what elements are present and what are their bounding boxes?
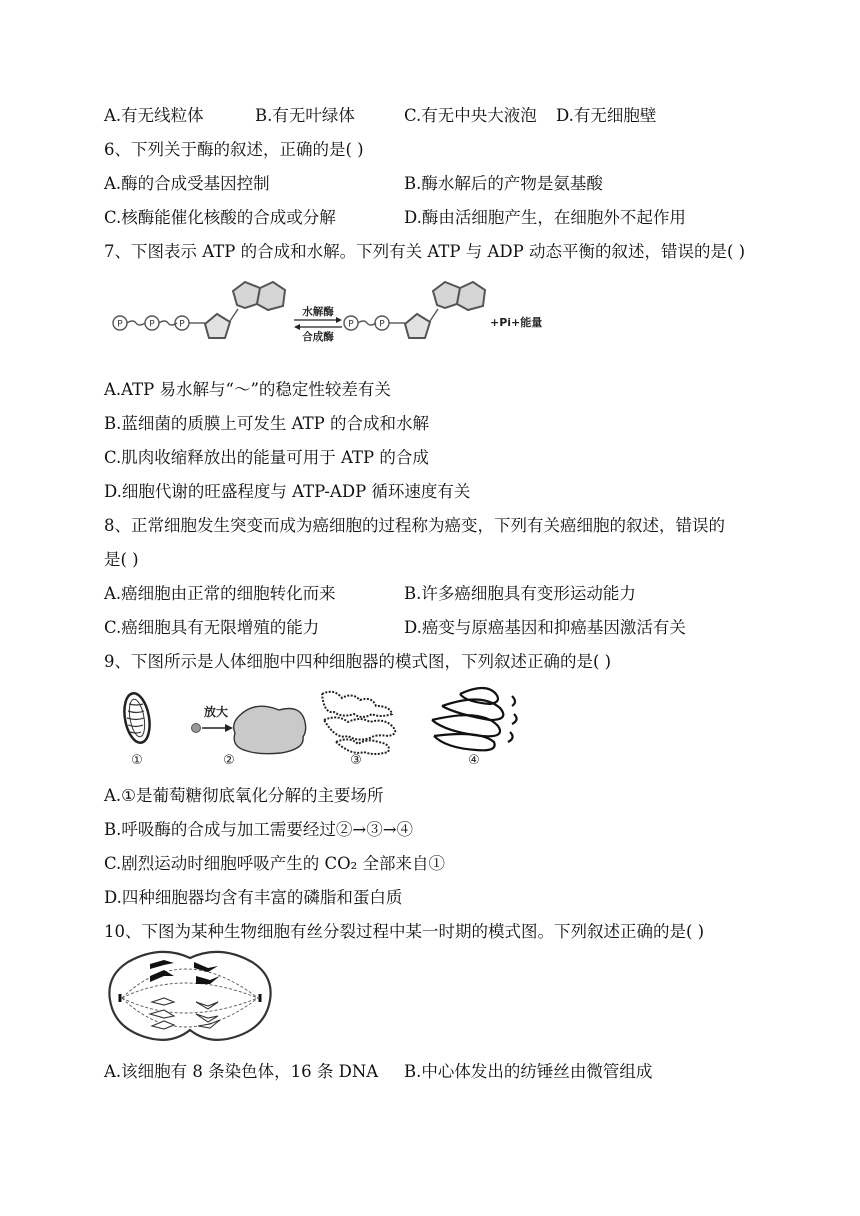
q8-option-a: A.癌细胞由正常的细胞转化而来 (104, 584, 336, 603)
q7-option-b: B.蓝细菌的质膜上可发生 ATP 的合成和水解 (104, 414, 429, 433)
atp-phosphate-2: P (149, 319, 155, 330)
q8-option-b: B.许多癌细胞具有变形运动能力 (404, 584, 636, 603)
label-3: ③ (350, 753, 362, 768)
atp-phosphate-3: P (179, 319, 185, 330)
q8-option-c: C.癌细胞具有无限增殖的能力 (104, 618, 320, 637)
q9-stem: 9、下图所示是人体细胞中四种细胞器的模式图，下列叙述正确的是( ) (104, 652, 612, 671)
label-1: ① (131, 753, 143, 768)
q8-stem-line1: 8、正常细胞发生突变而成为癌细胞的过程称为癌变，下列有关癌细胞的叙述，错误的 (104, 516, 725, 535)
q7-stem: 7、下图表示 ATP 的合成和水解。下列有关 ATP 与 ADP 动态平衡的叙述，错误的是( ) (104, 242, 746, 261)
atp-hydrolysis-figure (108, 276, 558, 354)
vesicle-icon (192, 724, 201, 733)
synthase-label: 合成酶 (302, 331, 334, 343)
organelles-figure (112, 680, 520, 768)
q5-option-d: D.有无细胞壁 (556, 106, 657, 125)
q5-option-c: C.有无中央大液泡 (404, 106, 537, 125)
chromosomes-light (150, 998, 220, 1029)
pi-energy-label: +Pi+能量 (490, 316, 543, 329)
q10-option-b: B.中心体发出的纺锤丝由微管组成 (404, 1062, 653, 1081)
q9-option-d: D.四种细胞器均含有丰富的磷脂和蛋白质 (104, 888, 403, 907)
q6-option-a: A.酶的合成受基因控制 (104, 174, 270, 193)
adp-phosphate-2: P (379, 319, 385, 330)
q8-option-d: D.癌变与原癌基因和抑癌基因激活有关 (404, 618, 686, 637)
label-4: ④ (468, 753, 480, 768)
q5-option-b: B.有无叶绿体 (255, 106, 355, 125)
q6-option-c: C.核酶能催化核酸的合成或分解 (104, 208, 336, 227)
q6-stem: 6、下列关于酶的叙述，正确的是( ) (104, 140, 364, 159)
mitosis-cell-figure (108, 948, 272, 1044)
q9-option-b: B.呼吸酶的合成与加工需要经过②→③→④ (104, 820, 414, 839)
golgi-apparatus-icon (432, 688, 517, 750)
atp-phosphate-1: P (117, 319, 123, 330)
mitochondrion-icon (121, 691, 153, 744)
q6-option-d: D.酶由活细胞产生，在细胞外不起作用 (404, 208, 686, 227)
q10-stem: 10、下图为某种生物细胞有丝分裂过程中某一时期的模式图。下列叙述正确的是( ) (104, 922, 705, 941)
adp-phosphate-1: P (348, 319, 354, 330)
q7-option-d: D.细胞代谢的旺盛程度与 ATP-ADP 循环速度有关 (104, 482, 471, 501)
hydrolase-label: 水解酶 (302, 306, 334, 318)
q10-option-a: A.该细胞有 8 条染色体，16 条 DNA (104, 1062, 379, 1081)
golgi-vesicle-icon (234, 706, 306, 754)
q9-option-a: A.①是葡萄糖彻底氧化分解的主要场所 (104, 786, 384, 805)
q8-stem-line2: 是( ) (104, 550, 139, 569)
q9-option-c: C.剧烈运动时细胞呼吸产生的 CO₂ 全部来自① (104, 854, 446, 873)
q6-option-b: B.酶水解后的产物是氨基酸 (404, 174, 603, 193)
q7-option-c: C.肌肉收缩释放出的能量可用于 ATP 的合成 (104, 448, 429, 467)
rough-er-icon (322, 692, 395, 754)
enlarge-label: 放大 (203, 705, 229, 719)
label-2: ② (223, 753, 235, 768)
q5-option-a: A.有无线粒体 (104, 106, 204, 125)
q7-option-a: A.ATP 易水解与“～”的稳定性较差有关 (104, 380, 391, 399)
